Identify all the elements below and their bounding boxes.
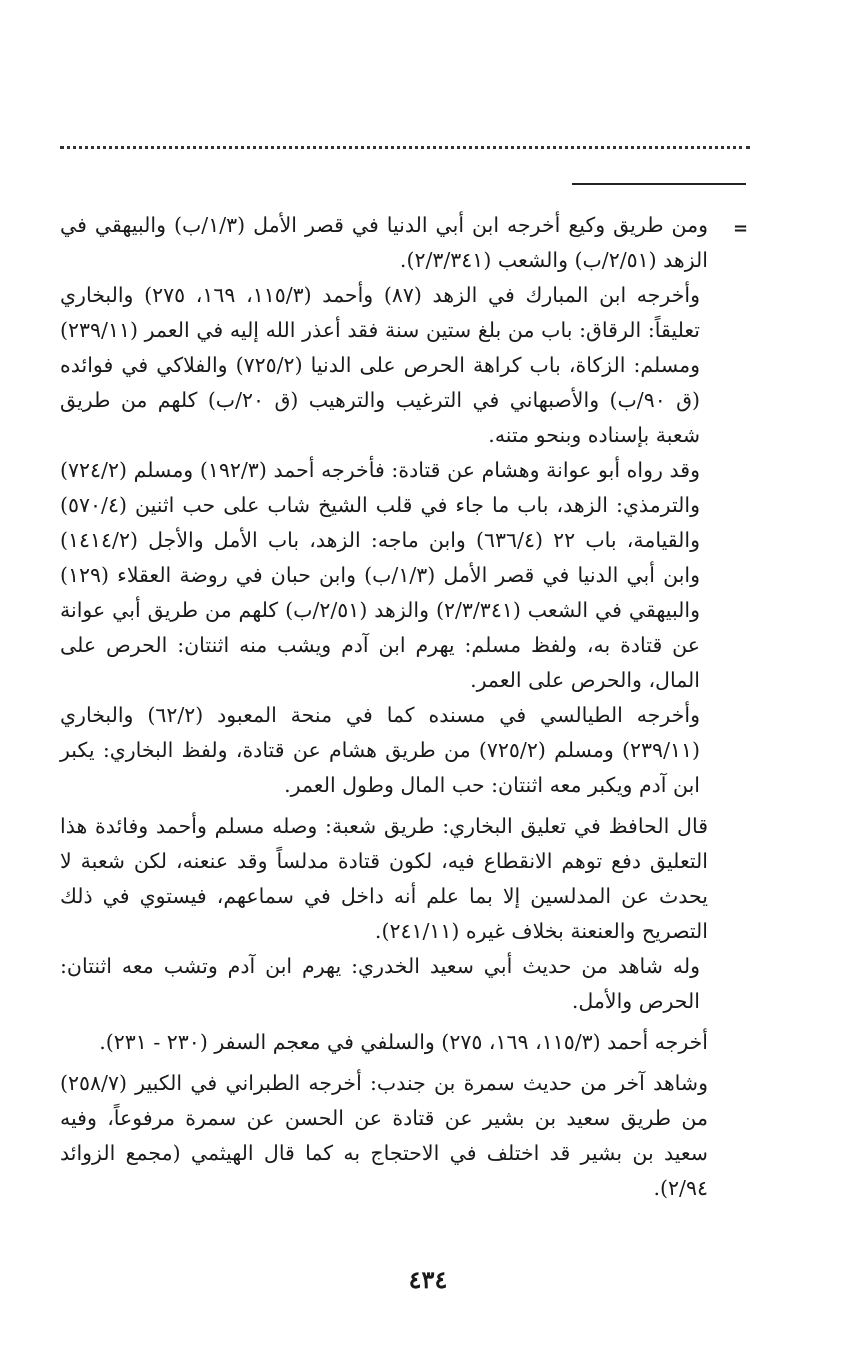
paragraph: قال الحافظ في تعليق البخاري: طريق شعبة: وصله مسلم وأحمد وفائدة هذا التعليق دفع توهم الانقطاع فيه، لكون قتادة مدلساً وقد عنعنه، لكن شعبة لا يحدث عن المدلسين إلا بما علم أنه داخل في سماعهم، فيستوي في ذلك التصريح والعنعنة بخلاف غيره (٢٤١/١١). xyxy=(60,814,708,943)
footnote-body xyxy=(60,208,708,1206)
paragraph: أخرجه أحمد (١١٥/٣، ١٦٩، ٢٧٥) والسلفي في معجم السفر (٢٣٠ - ٢٣١). xyxy=(99,1030,708,1054)
page-number: ٤٣٤ xyxy=(408,1265,448,1294)
paragraph: وشاهد آخر من حديث سمرة بن جندب: أخرجه الطبراني في الكبير (٢٥٨/٧) من طريق سعيد بن بشير عن قتادة عن الحسن عن سمرة مرفوعاً، وفيه سعيد بن بشير قد اختلف في الاحتجاج به كما قال الهيثمي (مجمع الزوائد ٢/٩٤). xyxy=(60,1071,708,1200)
footnote-rule xyxy=(572,183,746,185)
paragraph: وأخرجه الطيالسي في مسنده كما في منحة المعبود (٦٢/٢) والبخاري (٢٣٩/١١) ومسلم (٧٢٥/٢) من طريق هشام عن قتادة، ولفظ البخاري: يكبر ابن آدم ويكبر معه اثنتان: حب المال وطول العمر. xyxy=(60,703,700,797)
continuation-mark: = xyxy=(733,218,749,239)
dotted-separator xyxy=(60,146,750,149)
paragraph: وقد رواه أبو عوانة وهشام عن قتادة: فأخرجه أحمد (١٩٢/٣) ومسلم (٧٢٤/٢) والترمذي: الزهد، باب ما جاء في قلب الشيخ شاب على حب اثنين (٥٧٠/٤) والقيامة، باب ٢٢ (٦٣٦/٤) وابن ماجه: الزهد، باب الأمل والأجل (١٤١٤/٢) وابن أبي الدنيا في قصر الأمل (١/٣/ب) وابن حبان في روضة العقلاء (١٢٩) والبيهقي في الشعب (٢/٣/٣٤١) والزهد (٢/٥١/ب) كلهم من طريق أبي عوانة عن قتادة به، ولفظ مسلم: يهرم ابن آدم ويشب منه اثنتان: الحرص على المال، والحرص على العمر. xyxy=(60,458,701,692)
paragraph: وله شاهد من حديث أبي سعيد الخدري: يهرم ابن آدم وتشب معه اثنتان: الحرص والأمل. xyxy=(60,954,700,1013)
paragraph: ومن طريق وكيع أخرجه ابن أبي الدنيا في قصر الأمل (١/٣/ب) والبيهقي في الزهد (٢/٥١/ب) والشعب (٢/٣/٣٤١). xyxy=(60,213,708,272)
paragraph: وأخرجه ابن المبارك في الزهد (٨٧) وأحمد (١١٥/٣، ١٦٩، ٢٧٥) والبخاري تعليقاً: الرقاق: باب من بلغ ستين سنة فقد أعذر الله إليه في العمر (٢٣٩/١١) ومسلم: الزكاة، باب كراهة الحرص على الدنيا (٧٢٥/٢) والفلاكي في فوائده (ق ٩٠/ب) والأصبهاني في الترغيب والترهيب (ق ٢٠/ب) كلهم من طريق شعبة بإسناده وبنحو متنه. xyxy=(60,283,701,447)
